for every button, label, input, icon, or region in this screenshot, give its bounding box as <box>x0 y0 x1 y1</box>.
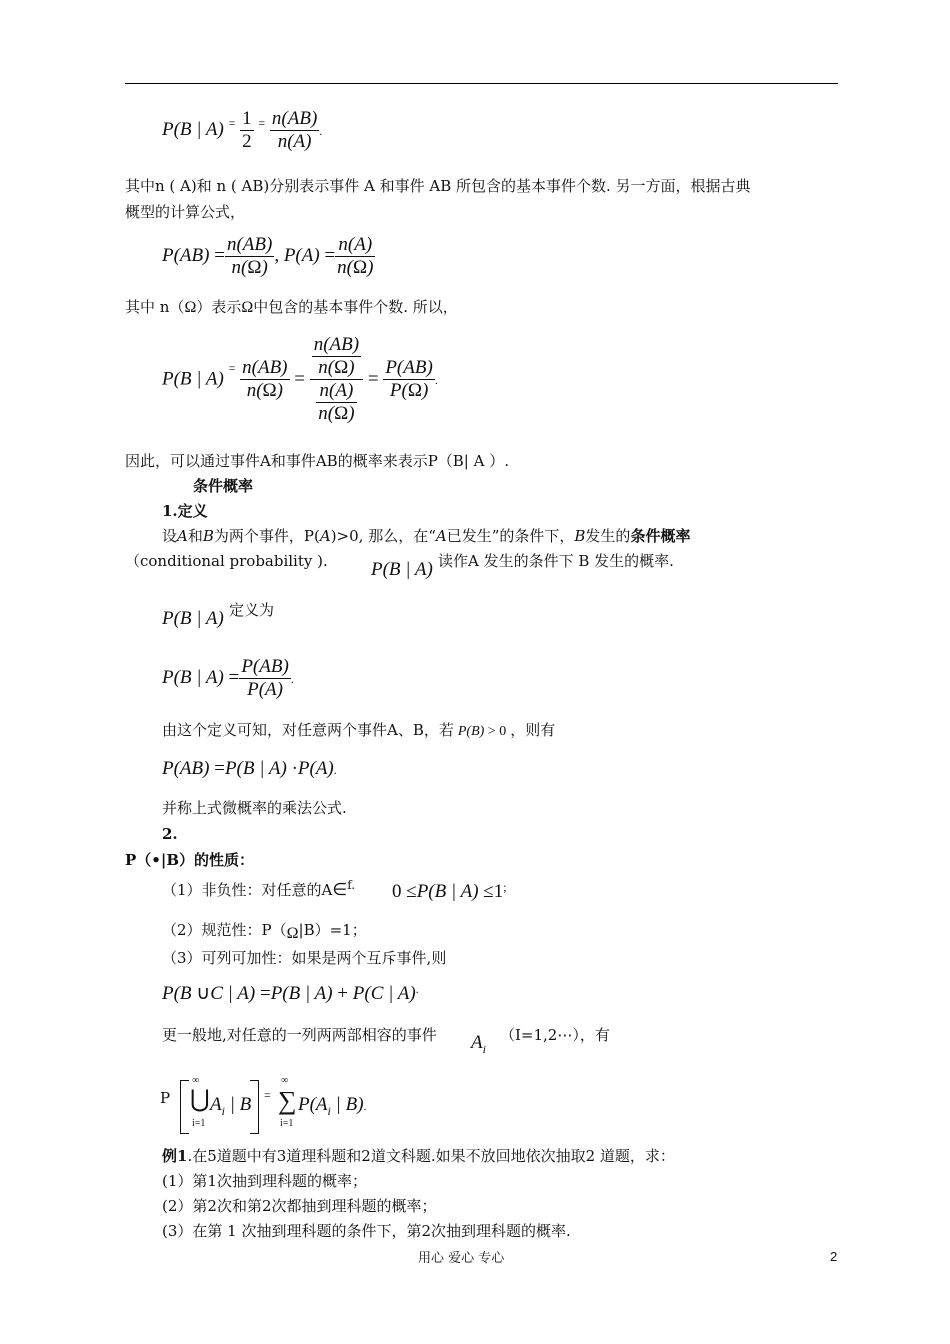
term-conditional-probability: 条件概率 <box>630 527 691 545</box>
formula-p-b-given-a: P(B | A) <box>162 608 224 629</box>
text-part: |B）=1； <box>298 921 367 939</box>
paragraph: 因此，可以通过事件A和事件AB的概率来表示P（B| A ）. <box>125 452 509 470</box>
item-number: 2. <box>162 825 178 843</box>
infinity-sup: ∞ <box>281 1075 289 1086</box>
property-line <box>162 920 367 944</box>
paragraph: （I=1,2⋯），有 <box>500 1026 610 1044</box>
formula-countable-additivity: P(B ∪C | A) =P(B | A) + P(C | A). <box>162 982 419 1004</box>
sum-symbol: ∑ <box>278 1086 297 1115</box>
variable-a: A <box>435 527 447 545</box>
paragraph: 并称上式微概率的乘法公式. <box>162 799 347 817</box>
property-line: （3）可列可加性：如果是两个互斥事件,则 <box>162 949 447 967</box>
section-heading: 条件概率 <box>193 477 254 495</box>
paragraph <box>125 297 458 318</box>
formula-ai: $A_i$ <box>471 1032 486 1056</box>
definition-line: 读作A 发生的条件下 B 发生的概率. <box>438 552 674 570</box>
index-sub: i=1 <box>280 1118 294 1129</box>
example-line <box>162 1146 675 1166</box>
variable-a: A <box>319 527 331 545</box>
paragraph <box>162 720 555 742</box>
paragraph: 概型的计算公式， <box>125 203 246 221</box>
property-line <box>162 875 355 900</box>
example-text: .在5道题中有3道理科题和2道文科题.如果不放回地依次抽取2 道题，求： <box>187 1147 675 1165</box>
formula-multiplication-rule: P(AB) =P(B | A) ·P(A). <box>162 758 337 779</box>
equals: = <box>264 1088 271 1102</box>
paragraph-part: 中包含的基本事件个数. 所以， <box>253 298 458 316</box>
definition-line <box>162 526 690 546</box>
paragraph: 其中n ( A)和 n ( AB)分别表示事件 A 和事件 AB 所包含的基本事件个数. 另一方面，根据古典 <box>125 177 751 195</box>
formula-p-b-given-a-half: P(B | A) = $\frac{1}{2}$ = $\frac{n(AB)}{n(A)}$ . <box>162 108 323 152</box>
variable-b: B <box>202 527 214 545</box>
paragraph-part: 其中 n（ <box>125 298 185 316</box>
text-part: ，则有 <box>510 721 556 739</box>
formula-conditional-derivation: P(B | A) = $\frac{n(AB)}{n(\Omega)}$ = $\frac{\frac{n(AB)}{n(\Omega)}}{\frac{n(A)}{n(\Omega)}}$ = $\frac{P(AB)}{P(\Omega)}$ . <box>162 334 438 424</box>
variable-a: A <box>177 527 188 545</box>
page-number: 2 <box>830 1249 838 1264</box>
omega-symbol: Ω <box>184 299 197 316</box>
element-of-symbol: ∈ <box>332 880 348 899</box>
p-label: P <box>160 1089 171 1107</box>
text-part: 为两个事件，P( <box>213 527 320 545</box>
formula-nonnegativity: 0 ≤P(B | A) ≤1; <box>392 880 507 902</box>
formula-p-b-given-a: P(B | A) <box>371 559 433 580</box>
question-line: (2）第2次和第2次都抽到理科题的概率； <box>162 1197 437 1215</box>
infinity-sup: ∞ <box>192 1075 200 1086</box>
footer-text: 用心 爱心 专心 <box>418 1251 505 1266</box>
text-part: )>0, 那么，在“ <box>330 527 436 545</box>
definition-line: （conditional probability ). <box>125 552 328 570</box>
header-rule <box>125 83 838 84</box>
sum-body: $P(A_i$ | B). <box>298 1094 367 1118</box>
section-heading: P（•|B）的性质： <box>125 851 255 869</box>
text-part: 更一般地,对任意的一列两两部相容的事件 <box>162 1026 437 1044</box>
example-label: 例1 <box>162 1147 188 1165</box>
question-line: (3）在第 1 次抽到理科题的条件下，第2次抽到理科题的概率. <box>162 1222 571 1240</box>
question-line: (1）第1次抽到理科题的概率； <box>162 1172 367 1190</box>
index-sub: i=1 <box>192 1118 206 1129</box>
formula-conditional-definition: P(B | A) = $\frac{P(AB)}{P(A)}$ . <box>162 656 294 700</box>
union-body: $A_i$ | B <box>210 1094 252 1118</box>
paragraph: 定义为 <box>229 601 275 619</box>
text-part: 和 <box>187 527 203 545</box>
left-bracket <box>180 1080 189 1134</box>
text-part: 由这个定义可知，对任意两个事件A、B，若 <box>162 721 454 739</box>
union-symbol: ⋃ <box>190 1087 210 1113</box>
omega-symbol: Ω <box>286 925 299 942</box>
formula-pb-positive: P(B) > 0 <box>457 724 507 739</box>
right-bracket <box>250 1080 259 1134</box>
variable-b: B <box>574 527 586 545</box>
paragraph-part: ）表示 <box>196 298 242 316</box>
subsection-heading: 1.定义 <box>162 502 208 520</box>
text-part: 发生的 <box>585 527 631 545</box>
text-part: 已发生”的条件下， <box>446 527 575 545</box>
formula-classical-prob: P(AB) = $\frac{n(AB)}{n(\Omega)}$ , P(A) = $\frac{n(A)}{n(\Omega)}$ <box>162 234 374 278</box>
text-part: （2）规范性：P（ <box>162 921 287 939</box>
text-part: 设 <box>162 527 178 545</box>
paragraph <box>162 1025 437 1045</box>
omega-symbol: Ω <box>241 299 254 316</box>
text-part: f. <box>347 878 356 892</box>
text-part: （1）非负性：对任意的A <box>162 881 333 899</box>
